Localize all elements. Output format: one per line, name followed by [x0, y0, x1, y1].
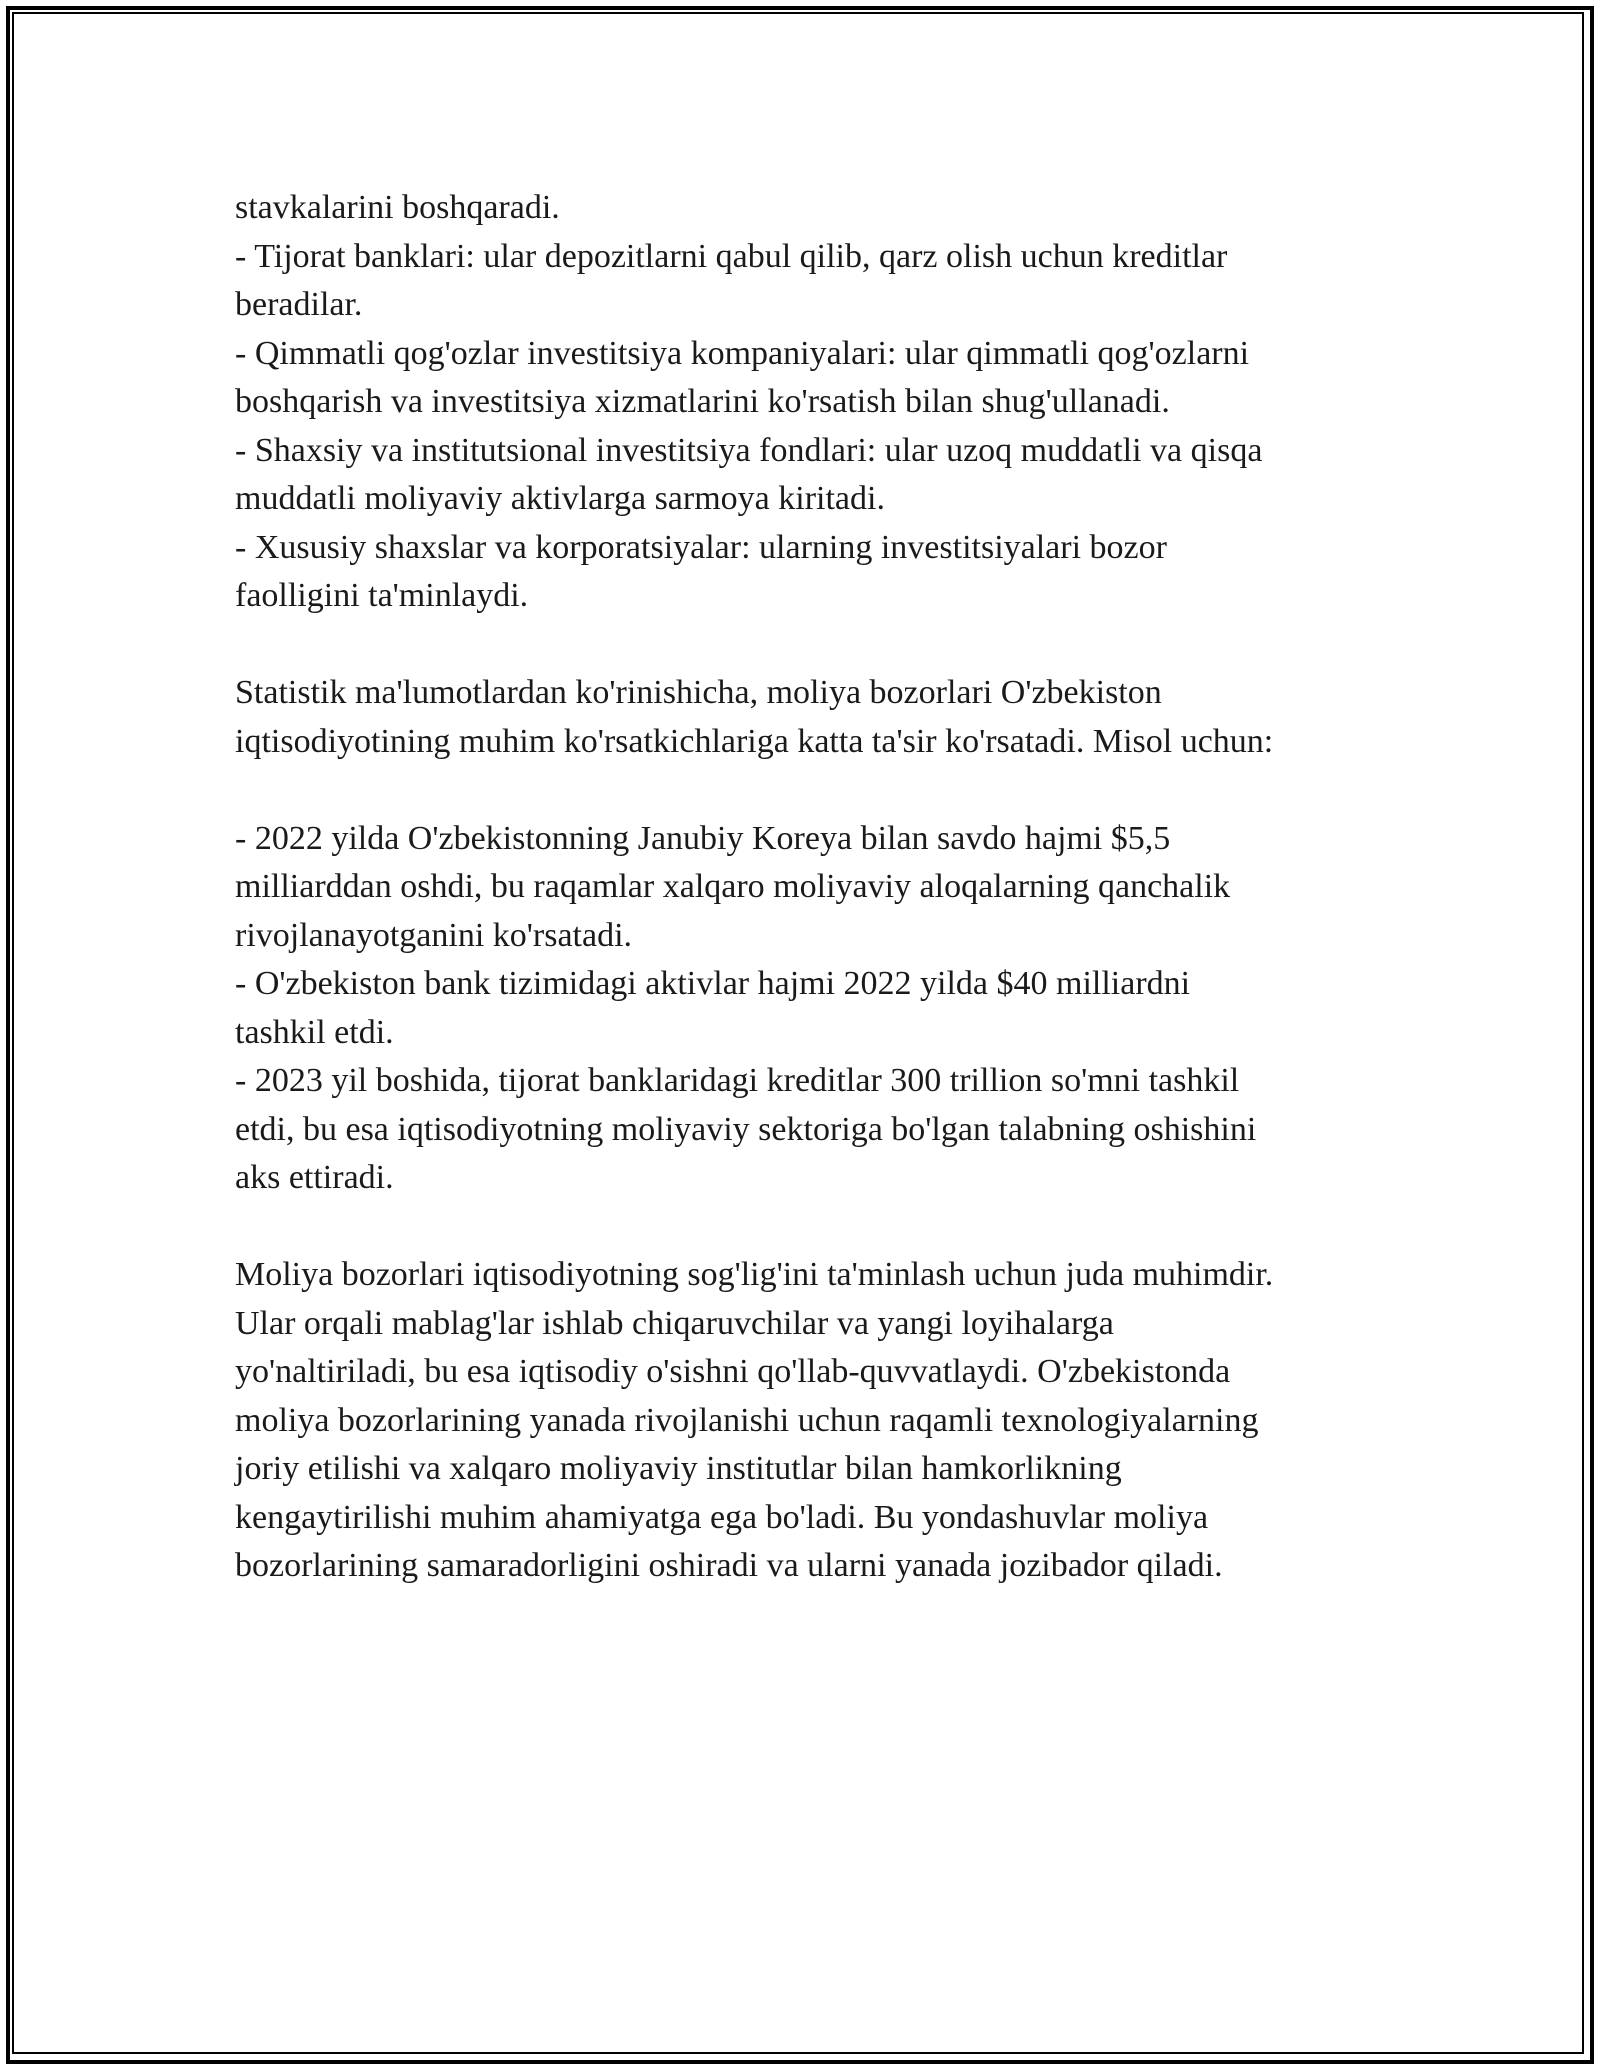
text-line: - Qimmatli qog'ozlar investitsiya kompaniyalari: ular qimmatli qog'ozlarni	[235, 334, 1250, 372]
text-line: etdi, bu esa iqtisodiyotning moliyaviy sektoriga bo'lgan talabning oshishini	[235, 1110, 1257, 1148]
text-block-conclusion	[235, 1251, 1365, 1591]
paragraph-gap	[235, 621, 1365, 670]
text-line: muddatli moliyaviy aktivlarga sarmoya kiritadi.	[235, 480, 885, 517]
text-block-statistics-intro	[235, 669, 1365, 766]
text-line: rivojlanayotganini ko'rsatadi.	[235, 916, 633, 954]
paragraph-gap	[235, 1203, 1365, 1252]
text-line: beradilar.	[235, 286, 363, 323]
text-line: - 2022 yilda O'zbekistonning Janubiy Koreya bilan savdo hajmi $5,5	[235, 819, 1171, 857]
text-line: - 2023 yil boshida, tijorat banklaridagi kreditlar 300 trillion so'mni tashkil	[235, 1062, 1240, 1099]
text-line: Statistik ma'lumotlardan ko'rinishicha, moliya bozorlari O'zbekiston	[235, 674, 1162, 711]
paragraph-gap	[235, 766, 1365, 815]
text-line: iqtisodiyotining muhim ko'rsatkichlariga katta ta'sir ko'rsatadi. Misol uchun:	[235, 722, 1274, 760]
text-line: - Tijorat banklari: ular depozitlarni qabul qilib, qarz olish uchun kreditlar	[235, 237, 1228, 275]
text-line: milliarddan oshdi, bu raqamlar xalqaro moliyaviy aloqalarning qanchalik	[235, 868, 1231, 905]
text-block-statistics-list	[235, 815, 1365, 1203]
text-line: tashkil etdi.	[235, 1013, 394, 1051]
text-line: bozorlarining samaradorligini oshiradi va ularni yanada jozibador qiladi.	[235, 1547, 1223, 1584]
text-line: kengaytirilishi muhim ahamiyatga ega bo'ladi. Bu yondashuvlar moliya	[235, 1498, 1209, 1536]
text-line: yo'naltiriladi, bu esa iqtisodiy o'sishni qo'llab-quvvatlaydi. O'zbekistonda	[235, 1353, 1231, 1390]
text-line: moliya bozorlarining yanada rivojlanishi uchun raqamli texnologiyalarning	[235, 1401, 1259, 1439]
text-line: Ular orqali mablag'lar ishlab chiqaruvchilar va yangi loyihalarga	[235, 1304, 1114, 1342]
text-line: - Shaxsiy va institutsional investitsiya fondlari: ular uzoq muddatli va qisqa	[235, 431, 1263, 469]
text-line: Moliya bozorlari iqtisodiyotning sog'lig'ini ta'minlash uchun juda muhimdir.	[235, 1256, 1274, 1293]
document-body	[235, 184, 1365, 1591]
text-line: aks ettiradi.	[235, 1159, 394, 1196]
text-line: stavkalarini boshqaradi.	[235, 189, 560, 226]
text-line: joriy etilishi va xalqaro moliyaviy institutlar bilan hamkorlikning	[235, 1450, 1122, 1487]
text-line: - Xususiy shaxslar va korporatsiyalar: ularning investitsiyalari bozor	[235, 528, 1167, 566]
text-line: boshqarish va investitsiya xizmatlarini ko'rsatish bilan shug'ullanadi.	[235, 383, 1170, 420]
text-block-list-entities	[235, 184, 1365, 621]
text-line: - O'zbekiston bank tizimidagi aktivlar hajmi 2022 yilda $40 milliardni	[235, 965, 1191, 1002]
text-line: faolligini ta'minlaydi.	[235, 577, 529, 614]
